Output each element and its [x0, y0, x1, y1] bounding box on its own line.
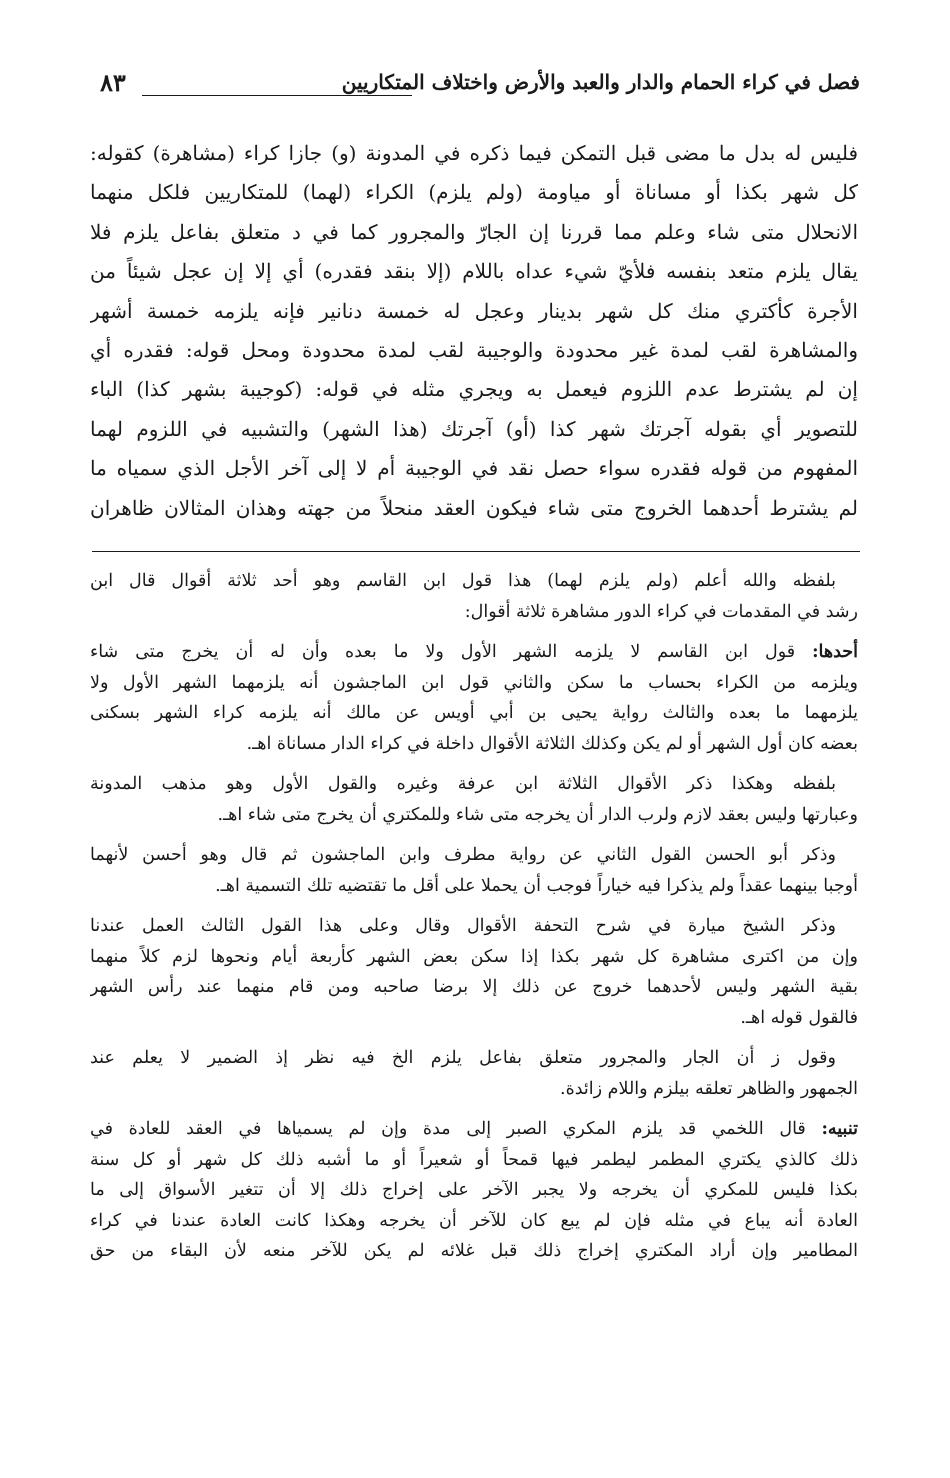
- footnote-line: رشد في المقدمات في كراء الدور مشاهرة ثلاثة أقوال:: [464, 601, 858, 622]
- footnote-line: بكذا فليس للمكري أن يخرجه ولا يجبر الآخر على إخراج ذلك إلا أن تتغير الأسواق إلى ما: [90, 1180, 858, 1200]
- main-line: فليس له بدل ما مضى قبل التمكن فيما ذكره في المدونة (و) جازا كراء (مشاهرة) كقوله:: [90, 141, 858, 165]
- footnote-line: [90, 637, 858, 668]
- footnote-paragraph: [90, 769, 858, 830]
- footnote-line: بقية الشهر وليس لأحدهما خروج عن ذلك إلا برضا صاحبه ومن قام منهما عند رأس الشهر: [90, 977, 858, 997]
- main-line: الانحلال متى شاء وعلم مما قررنا إن الجارّ والمجرور كما في د متعلق بفاعل يلزم فلا: [90, 219, 858, 244]
- footnote-paragraph: [90, 1114, 858, 1267]
- footnote-line-text: قول ابن القاسم لا يلزمه الشهر الأول ولا ما بعده وأن له أن يخرج متى شاء: [90, 642, 796, 662]
- footnote-line: يلزمهما ما بعده والثالث رواية يحيى بن أبي أويس عن مالك أنه يلزمه كراء الشهر بسكنى: [90, 703, 858, 723]
- main-line: كل شهر بكذا أو مساناة أو مياومة (ولم يلزم) الكراء (لهما) للمتكاريين فلكل منهما: [90, 180, 858, 205]
- footnote-line: الجمهور والظاهر تعلقه بيلزم واللام زائدة.: [560, 1078, 858, 1099]
- chapter-title: فصل في كراء الحمام والدار والعبد والأرض واختلاف المتكاريين: [341, 70, 860, 94]
- footnote-line: [90, 1114, 858, 1145]
- footnote-line: وإن من اكترى مشاهرة كل شهر بكذا إذا سكن بعض الشهر كأربعة أيام ونحوها لزم كلاً منهما: [90, 946, 858, 967]
- footnote-line: بعضه كان أول الشهر أو لم يكن وكذلك الثلاثة الأقوال داخلة في كراء الدار مساناة اهـ.: [246, 733, 858, 754]
- footnote-paragraph: [90, 840, 858, 901]
- footnotes: [90, 566, 858, 1277]
- footnote-paragraph: [90, 1043, 858, 1104]
- footnote-line: ذلك كالذي يكتري المطمر ليطمر فيها قمحاً أو شعيراً أو ما أشبه ذلك كل شهر أو كل سنة: [90, 1149, 858, 1170]
- main-line: للتصوير أي بقوله آجرتك شهر كذا (أو) آجرتك (هذا الشهر) والتشبيه في اللزوم لهما: [90, 416, 858, 441]
- footnote-paragraph: [90, 637, 858, 759]
- footnote-line: بلفظه وهكذا ذكر الأقوال الثلاثة ابن عرفة وغيره والقول الأول وهو مذهب المدونة: [90, 774, 836, 794]
- footnote-paragraph: [90, 566, 858, 627]
- footnote-line: وعبارتها وليس بعقد لازم ولرب الدار أن يخرجه متى شاء وللمكتري أن يخرج متى شاء اهـ.: [217, 804, 858, 825]
- footnote-line: وذكر أبو الحسن القول الثاني عن رواية مطرف وابن الماجشون ثم قال وهو أحسن لأنهما: [90, 845, 836, 865]
- footnote-line-text: قال اللخمي قد يلزم المكري الصبر إلى مدة وإن لم يسمياها في العقد للعادة في: [90, 1119, 806, 1139]
- footnote-line: فالقول قوله اهـ.: [740, 1007, 858, 1028]
- main-line: والمشاهرة لقب لمدة غير محدودة والوجيبة لقب لمدة محدودة ومحل قوله: فقدره أي: [90, 337, 858, 362]
- footnote-line: وذكر الشيخ ميارة في شرح التحفة الأقوال وقال وعلى هذا القول الثالث العمل عندنا: [90, 916, 836, 936]
- footnote-label: تنبيه:: [821, 1119, 858, 1139]
- main-line: لم يشترط أحدهما الخروج متى شاء فيكون العقد منحلاً من جهته وهذان المثالان ظاهران: [90, 495, 858, 520]
- page-number: ٨٣: [100, 68, 126, 97]
- main-line: إن لم يشترط عدم اللزوم فيعمل به ويجري مثله في قوله: (كوجيبة بشهر كذا) الباء: [90, 377, 858, 402]
- footnote-line: أوجبا بينهما عقداً ولم يذكرا فيه خياراً فوجب أن يحملا على أقل ما تقتضيه تلك التسمية اهـ.: [215, 875, 858, 896]
- footnote-line: بلفظه والله أعلم (ولم يلزم لهما) هذا قول ابن القاسم وهو أحد ثلاثة أقوال قال ابن: [90, 571, 836, 591]
- running-head: [100, 70, 860, 106]
- footnote-line: المطامير وإن أراد المكتري إخراج ذلك قبل غلائه لم يكن للآخر منعه لأن البقاء من حق: [90, 1241, 858, 1261]
- header-rule: [142, 95, 412, 96]
- footnote-line: وقول ز أن الجار والمجرور متعلق بفاعل يلزم الخ فيه نظر إذ الضمير لا يعلم عند: [90, 1048, 836, 1068]
- main-text: [90, 134, 858, 528]
- footnote-label: أحدها:: [812, 642, 858, 662]
- footnote-line: العادة أنه يباع في مثله فإن لم يبع كان للآخر أن يخرجه وهكذا كانت العادة عندنا في كراء: [90, 1210, 858, 1231]
- main-line: يقال يلزم متعد بنفسه فلأيّ شيء عداه باللام (إلا بنقد فقدره) أي إلا إن عجل شيئاً من: [90, 259, 858, 284]
- footnote-separator: [92, 551, 860, 552]
- main-line: المفهوم من قوله فقدره سواء حصل نقد في الوجيبة أم لا إلى آخر الأجل الذي سمياه ما: [90, 456, 858, 481]
- footnote-line: ويلزمه من الكراء بحساب ما سكن والثاني قول ابن الماجشون أنه يلزمهما الشهر الأول ولا: [90, 672, 858, 693]
- footnote-paragraph: [90, 911, 858, 1033]
- main-line: الأجرة كأكتري منك كل شهر بدينار وعجل له خمسة دنانير فإنه يلزمه خمسة أشهر: [90, 298, 858, 323]
